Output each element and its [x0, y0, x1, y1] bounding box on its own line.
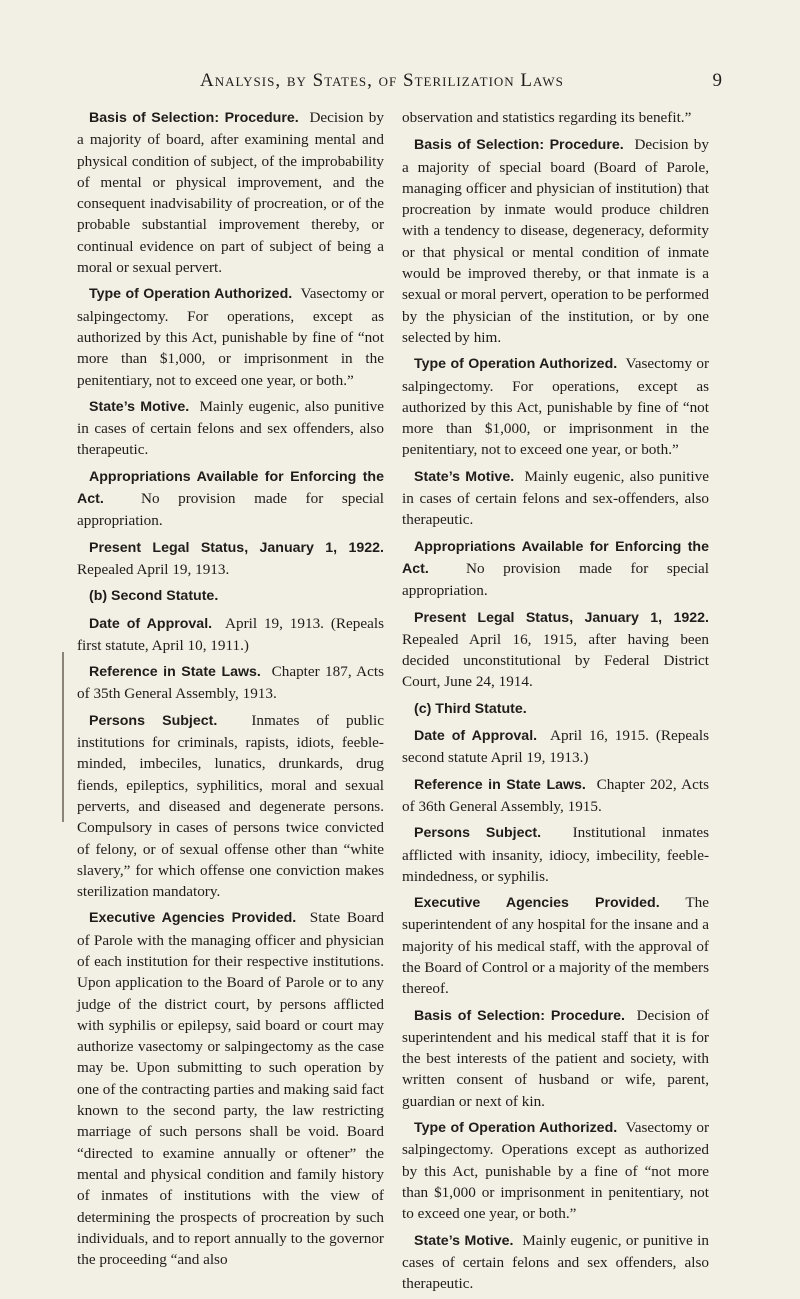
paragraph-heading: Basis of Selection: Procedure. [414, 137, 624, 154]
paragraph-text: Repealed April 16, 1915, after having been decided unconstitutional by Federal District Court, June 24, 1914. [402, 630, 709, 691]
paragraph [402, 607, 709, 693]
paragraph-text: April 19, 1913. (Repeals first statute, April 10, 1911.) [77, 614, 384, 654]
paragraph-heading: Persons Subject. [414, 825, 542, 842]
paragraph-text: Inmates of public institutions for criminals, rapists, idiots, feeble-minded, imbeciles, lunatics, drunkards, drug fiends, epileptics, syphilitics, moral and sexual perverts, and diseased and degenerate persons. Compulsory in cases of persons twice convicted of felony, or of sexual offense other than “white slavery,” for which offense one conviction makes sterilization mandatory. [77, 711, 384, 901]
paragraph [77, 396, 384, 461]
paragraph-heading: Type of Operation Authorized. [414, 356, 618, 373]
paragraph-text: April 16, 1915. (Repeals second statute April 19, 1913.) [402, 727, 709, 767]
paragraph [77, 907, 384, 1270]
paragraph-heading: Appropriations Available for Enforcing the Act. [402, 538, 709, 577]
paragraph [402, 353, 709, 460]
paragraph [402, 1230, 709, 1295]
paragraph-text: Decision by a majority of board, after examining mental and physical condition of subject, of the improbability of mental or physical improvement, and the consequent inadvisability of procreation, or of the probable substantial improvement thereby, or continual evidence on part of subject of being a moral or sexual pervert. [77, 109, 384, 277]
paragraph-text: Chapter 187, Acts of 35th General Assembly, 1913. [77, 663, 384, 703]
paragraph-heading: Type of Operation Authorized. [414, 1120, 618, 1137]
paragraph [77, 466, 384, 532]
paragraph [402, 725, 709, 769]
paragraph [77, 537, 384, 581]
paragraph-heading: Appropriations Available for Enforcing the Act. [77, 468, 384, 508]
paragraph-heading: Executive Agencies Provided. [89, 910, 297, 927]
paragraph-heading: Present Legal Status, January 1, 1922. [89, 539, 384, 556]
section-heading: (b) Second Statute. [89, 588, 219, 605]
paragraph [402, 134, 709, 348]
paragraph-heading: Basis of Selection: Procedure. [89, 110, 299, 126]
section-heading: (c) Third Statute. [414, 700, 527, 717]
paragraph [77, 283, 384, 390]
paragraph-text: Repealed April 19, 1913. [77, 560, 230, 578]
paragraph [402, 698, 709, 720]
left-column [77, 107, 384, 1275]
paragraph [77, 710, 384, 903]
paragraph-text: State Board of Parole with the managing officer and physician of each institution for their respective institutions. Upon application to the Board of Parole or to any judge of the district court, by persons afflicted with syphilis or epilepsy, said board or court may authorize vasectomy or salpingectomy as the case may be. Upon submitting to such operation by one of the contracting parties and making said fact known to the second party, the law restricting marriage of such persons shall be void. Board “directed to examine annually or oftener” the mental and physical condition and family history of inmates of institutions with the view of determining the prospects of procreation by such individuals, and to report annually to the governor the proceeding “and also [77, 909, 385, 1269]
paragraph [402, 822, 709, 887]
paragraph-text: Vasectomy or salpingectomy. Operations except as authorized by this Act, punishable by a fine of “not more than $1,000 or imprisonment in penitentiary, not to exceed one year, or both.” [402, 1119, 710, 1223]
paragraph-text: Decision by a majority of special board (Board of Parole, managing officer and physician of institution) that procreation by inmate would produce children with a tendency to disease, degeneracy, deformity or that physical or mental condition of inmate would be improved thereby, or that inmate is a sexual or moral pervert, operation to be performed by the physician of the institution, or by one selected by him. [402, 136, 710, 346]
paragraph-heading: Executive Agencies Provided. [414, 895, 660, 912]
paragraph-text: Mainly eugenic, also punitive in cases of certain felons and sex-offenders, also therapeutic. [402, 467, 709, 529]
paragraph-text: Mainly eugenic, also punitive in cases of certain felons and sex offenders, also therapeutic. [77, 397, 384, 459]
paragraph [402, 466, 709, 531]
paragraph-text: No provision made for special appropriation. [402, 559, 710, 600]
paragraph-text: Vasectomy or salpingectomy. For operations, except as authorized by this Act, punishable by fine of “not more than $1,000, or imprisonment in the penitentiary, not to exceed one year, or both.” [402, 355, 710, 459]
paragraph [402, 107, 709, 129]
paragraph [77, 585, 384, 607]
paragraph-heading: Present Legal Status, January 1, 1922. [414, 609, 709, 626]
paragraph-heading: Date of Approval. [414, 728, 538, 745]
paragraph-text: Chapter 202, Acts of 36th General Assembly, 1915. [402, 775, 709, 815]
paragraph-text: Institutional inmates afflicted with insanity, idiocy, imbecility, feeble-mindedness, or syphilis. [402, 824, 709, 885]
paragraph-text: observation and statistics regarding its benefit.” [402, 109, 692, 126]
paragraph-heading: Basis of Selection: Procedure. [414, 1007, 625, 1024]
page-number: 9 [712, 70, 722, 91]
paragraph-heading: State’s Motive. [414, 1232, 514, 1249]
paragraph-text: Decision of superintendent and his medical staff that it is for the best interests of the patient and society, with written consent of husband or wife, parent, guardian or next of kin. [402, 1006, 710, 1110]
paragraph-text: Mainly eugenic, or punitive in cases of certain felons and sex offenders, also therapeutic. [402, 1231, 709, 1293]
paragraph-text: No provision made for special appropriation. [77, 490, 385, 530]
paragraph-text: Vasectomy or salpingectomy. For operations, except as authorized by this Act, punishable by fine of “not more than $1,000, or imprisonment in the penitentiary, not to exceed one year, or both.” [77, 285, 385, 389]
paragraph [402, 536, 709, 602]
margin-pencil-mark [62, 652, 64, 822]
paragraph-text: The superintendent of any hospital for the insane and a majority of his medical staff, with the approval of the Board of Control or a majority of the members thereof. [402, 894, 709, 998]
page-header [0, 70, 800, 100]
right-column [402, 107, 709, 1299]
paragraph-heading: Reference in State Laws. [89, 664, 261, 681]
paragraph [77, 661, 384, 705]
paragraph [402, 892, 709, 999]
paragraph [402, 1117, 709, 1224]
paragraph [77, 613, 384, 657]
paragraph-heading: Reference in State Laws. [414, 776, 586, 793]
paragraph [77, 107, 384, 278]
paragraph-heading: State’s Motive. [414, 468, 515, 485]
paragraph-heading: Type of Operation Authorized. [89, 286, 293, 303]
paragraph-heading: Date of Approval. [89, 615, 213, 632]
running-title: Analysis, by States, of Sterilization Laws [200, 70, 564, 91]
paragraph [402, 774, 709, 818]
paragraph-heading: State’s Motive. [89, 398, 190, 415]
paragraph-heading: Persons Subject. [89, 712, 218, 729]
paragraph [402, 1005, 709, 1112]
